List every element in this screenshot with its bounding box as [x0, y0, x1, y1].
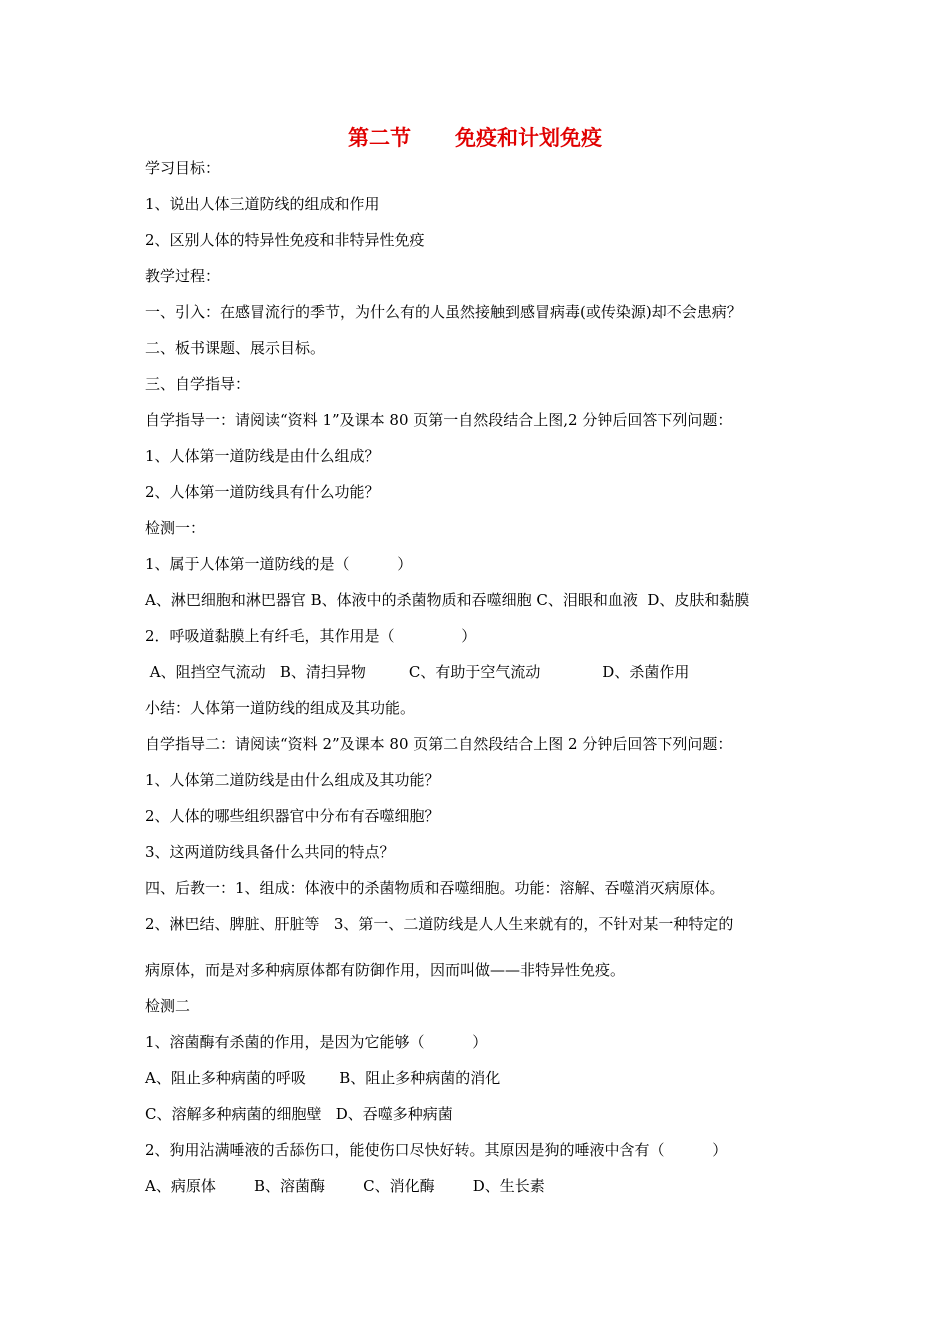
title-section: 第二节 — [348, 126, 411, 150]
text-line: 1、溶菌酶有杀菌的作用，是因为它能够（ ） — [145, 1033, 488, 1051]
text-line: 1、属于人体第一道防线的是（ ） — [145, 555, 413, 573]
text-line: 四、后教一：1、组成：体液中的杀菌物质和吞噬细胞。功能：溶解、吞噬消灭病原体。 — [145, 879, 725, 897]
text-line: 3、这两道防线具备什么共同的特点？ — [145, 843, 395, 861]
document-body — [145, 150, 825, 1204]
page-title — [0, 122, 950, 152]
text-line: 2．呼吸道黏膜上有纤毛，其作用是（ ） — [145, 627, 477, 645]
text-line: C、溶解多种病菌的细胞壁 D、吞噬多种病菌 — [145, 1105, 453, 1123]
text-line: 1、人体第一道防线是由什么组成？ — [145, 447, 380, 465]
text-line: 1、人体第二道防线是由什么组成及其功能？ — [145, 771, 440, 789]
text-line: 检测二 — [145, 997, 191, 1015]
text-line: 一、引入：在感冒流行的季节，为什么有的人虽然接触到感冒病毒(或传染源)却不会患病？ — [145, 303, 742, 321]
text-line: A、阻挡空气流动 B、清扫异物 C、有助于空气流动 D、杀菌作用 — [145, 663, 690, 681]
text-line: 学习目标： — [145, 159, 221, 177]
text-line: 二、板书课题、展示目标。 — [145, 339, 326, 357]
text-line: A、淋巴细胞和淋巴器官 B、体液中的杀菌物质和吞噬细胞 C、泪眼和血液 D、皮肤和黏膜 — [145, 591, 750, 609]
text-line: 三、自学指导： — [145, 375, 251, 393]
text-line: A、病原体 B、溶菌酶 C、消化酶 D、生长素 — [145, 1177, 545, 1195]
text-line: 2、淋巴结、脾脏、肝脏等 3、第一、二道防线是人人生来就有的，不针对某一种特定的 — [145, 915, 734, 933]
text-line: A、阻止多种病菌的呼吸 B、阻止多种病菌的消化 — [145, 1069, 501, 1087]
text-line: 2、人体的哪些组织器官中分布有吞噬细胞？ — [145, 807, 440, 825]
text-line: 自学指导二：请阅读“资料 2”及课本 80 页第二自然段结合上图 2 分钟后回答下列问题： — [145, 735, 733, 753]
title-topic: 免疫和计划免疫 — [455, 126, 602, 150]
text-line: 1、说出人体三道防线的组成和作用 — [145, 195, 380, 213]
text-line: 2、人体第一道防线具有什么功能？ — [145, 483, 380, 501]
text-line: 自学指导一：请阅读“资料 1”及课本 80 页第一自然段结合上图,2 分钟后回答下列问题： — [145, 411, 733, 429]
text-line: 小结：人体第一道防线的组成及其功能。 — [145, 699, 416, 717]
text-line: 2、区别人体的特异性免疫和非特异性免疫 — [145, 231, 425, 249]
text-line: 2、狗用沾满唾液的舌舔伤口，能使伤口尽快好转。其原因是狗的唾液中含有（ ） — [145, 1141, 728, 1159]
text-line: 检测一： — [145, 519, 206, 537]
text-line: 病原体，而是对多种病原体都有防御作用，因而叫做——非特异性免疫。 — [145, 961, 626, 979]
text-line: 教学过程： — [145, 267, 221, 285]
